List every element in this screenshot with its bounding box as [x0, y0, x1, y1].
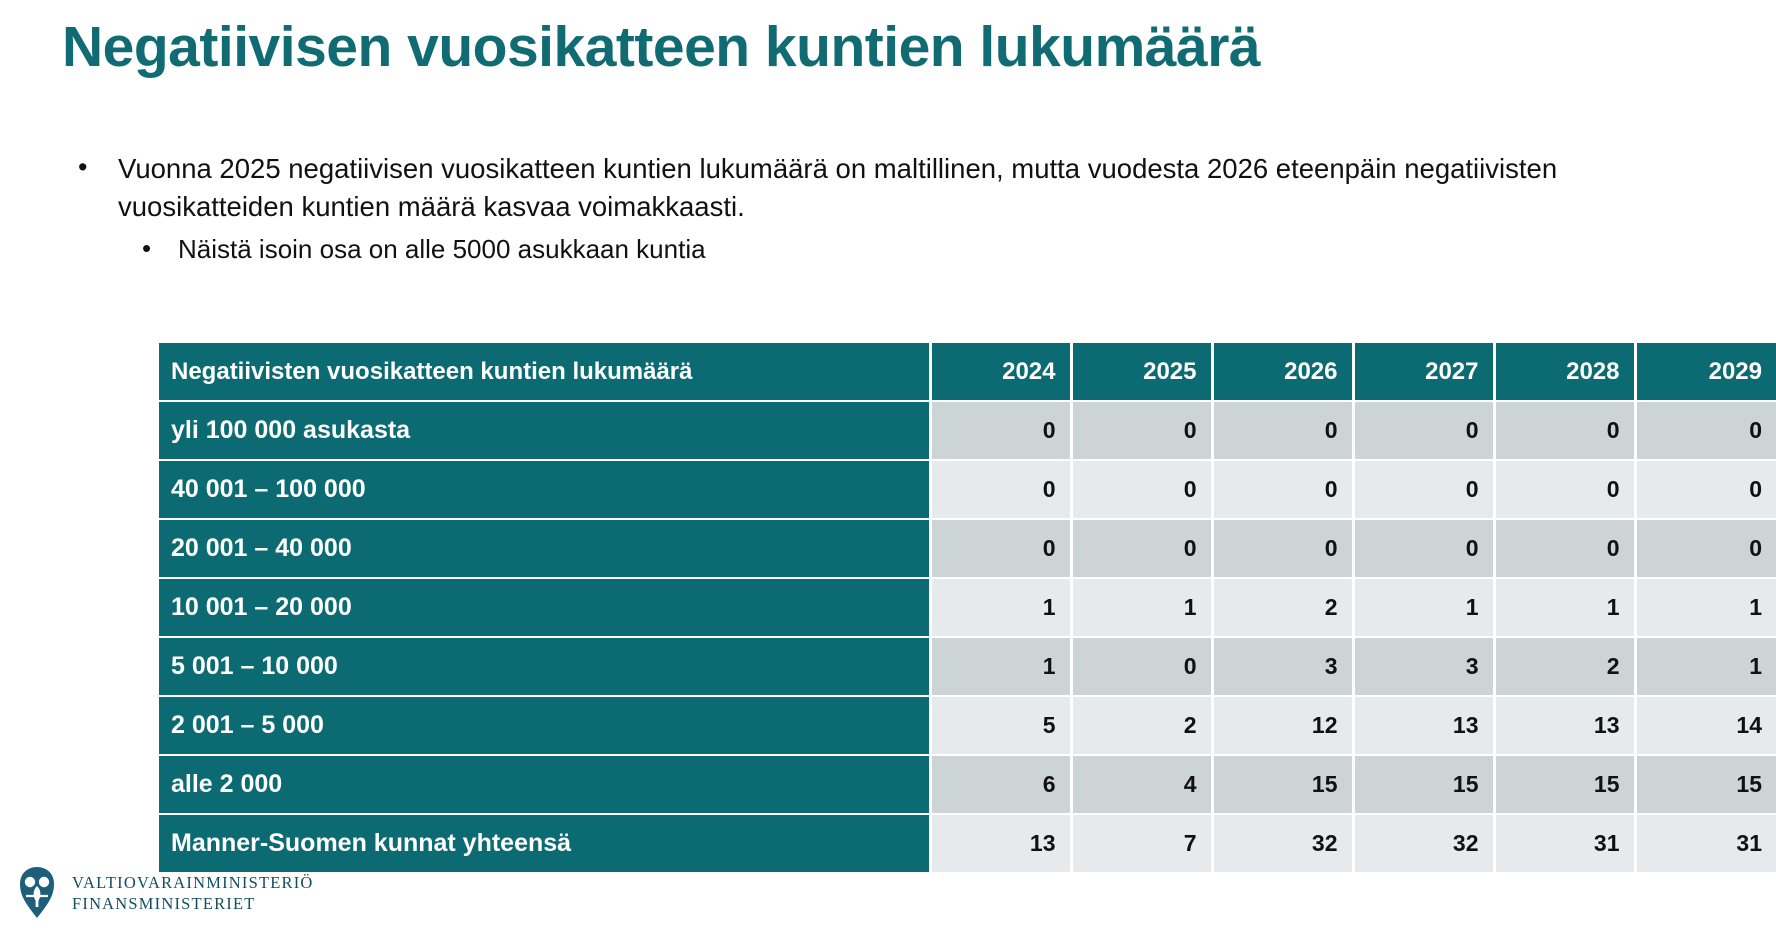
cell-value: 15: [1212, 755, 1353, 814]
bullet-marker-icon: •: [78, 152, 88, 182]
negative-annual-margin-table: [159, 343, 1776, 872]
cell-value: 1: [1494, 578, 1635, 637]
table-header-year-2025: 2025: [1071, 343, 1212, 401]
bullet-level2-text: Näistä isoin osa on alle 5000 asukkaan kuntia: [178, 233, 706, 264]
cell-value: 32: [1353, 814, 1494, 872]
row-label: alle 2 000: [159, 755, 930, 814]
table-row: [159, 696, 1776, 755]
cell-value: 12: [1212, 696, 1353, 755]
cell-value: 0: [1635, 519, 1776, 578]
cell-value: 2: [1494, 637, 1635, 696]
bullet-level1: [70, 150, 1570, 226]
row-label: 5 001 – 10 000: [159, 637, 930, 696]
bullet-marker-icon: •: [142, 232, 152, 263]
cell-value: 0: [930, 401, 1071, 460]
cell-value: 15: [1353, 755, 1494, 814]
bullet-level2: [136, 232, 1570, 267]
cell-value: 0: [1212, 401, 1353, 460]
table-header-row: [159, 343, 1776, 401]
table-body: [159, 401, 1776, 872]
row-label: 40 001 – 100 000: [159, 460, 930, 519]
ministry-logo: [14, 866, 314, 922]
cell-value: 15: [1494, 755, 1635, 814]
cell-value: 0: [1071, 637, 1212, 696]
cell-value: 1: [1635, 637, 1776, 696]
table-row: [159, 578, 1776, 637]
cell-value: 0: [1494, 460, 1635, 519]
cell-value: 3: [1212, 637, 1353, 696]
table-row: [159, 637, 1776, 696]
table-header-label: Negatiivisten vuosikatteen kuntien lukumäärä: [159, 343, 930, 401]
finland-coat-of-arms-icon: [14, 866, 60, 922]
cell-value: 1: [1353, 578, 1494, 637]
table-header-year-2026: 2026: [1212, 343, 1353, 401]
row-label: Manner-Suomen kunnat yhteensä: [159, 814, 930, 872]
ministry-name-sv: FINANSMINISTERIET: [72, 894, 256, 913]
cell-value: 32: [1212, 814, 1353, 872]
cell-value: 31: [1494, 814, 1635, 872]
cell-value: 2: [1212, 578, 1353, 637]
table-row: [159, 460, 1776, 519]
table-header: [159, 343, 1776, 401]
table-row: [159, 755, 1776, 814]
cell-value: 0: [1353, 519, 1494, 578]
cell-value: 0: [1635, 460, 1776, 519]
cell-value: 3: [1353, 637, 1494, 696]
row-label: 20 001 – 40 000: [159, 519, 930, 578]
cell-value: 15: [1635, 755, 1776, 814]
table-row-total: [159, 814, 1776, 872]
ministry-logo-text: [72, 873, 314, 914]
cell-value: 0: [1353, 401, 1494, 460]
cell-value: 0: [1212, 519, 1353, 578]
cell-value: 0: [1071, 401, 1212, 460]
cell-value: 14: [1635, 696, 1776, 755]
page-title: Negatiivisen vuosikatteen kuntien lukumäärä: [62, 15, 1261, 79]
table-header-year-2029: 2029: [1635, 343, 1776, 401]
cell-value: 1: [1635, 578, 1776, 637]
bullet-level1-text: Vuonna 2025 negatiivisen vuosikatteen kuntien lukumäärä on maltillinen, mutta vuodesta 2026 eteenpäin negatiivisten vuosikatteiden kuntien määrä kasvaa voimakkaasti.: [118, 153, 1558, 222]
cell-value: 2: [1071, 696, 1212, 755]
row-label: 10 001 – 20 000: [159, 578, 930, 637]
cell-value: 0: [1494, 519, 1635, 578]
cell-value: 4: [1071, 755, 1212, 814]
data-table-wrapper: [159, 343, 1776, 872]
cell-value: 0: [1071, 519, 1212, 578]
cell-value: 0: [1494, 401, 1635, 460]
cell-value: 0: [1635, 401, 1776, 460]
cell-value: 13: [1494, 696, 1635, 755]
table-header-year-2027: 2027: [1353, 343, 1494, 401]
cell-value: 5: [930, 696, 1071, 755]
cell-value: 0: [930, 519, 1071, 578]
ministry-name-fi: VALTIOVARAINMINISTERIÖ: [72, 873, 314, 893]
cell-value: 6: [930, 755, 1071, 814]
cell-value: 13: [1353, 696, 1494, 755]
row-label: yli 100 000 asukasta: [159, 401, 930, 460]
table-row: [159, 519, 1776, 578]
table-header-year-2024: 2024: [930, 343, 1071, 401]
cell-value: 1: [1071, 578, 1212, 637]
cell-value: 0: [1071, 460, 1212, 519]
cell-value: 1: [930, 637, 1071, 696]
bullet-list: [70, 150, 1570, 267]
cell-value: 0: [1353, 460, 1494, 519]
row-label: 2 001 – 5 000: [159, 696, 930, 755]
table-header-year-2028: 2028: [1494, 343, 1635, 401]
table-row: [159, 401, 1776, 460]
cell-value: 1: [930, 578, 1071, 637]
cell-value: 0: [1212, 460, 1353, 519]
cell-value: 0: [930, 460, 1071, 519]
cell-value: 7: [1071, 814, 1212, 872]
cell-value: 31: [1635, 814, 1776, 872]
cell-value: 13: [930, 814, 1071, 872]
